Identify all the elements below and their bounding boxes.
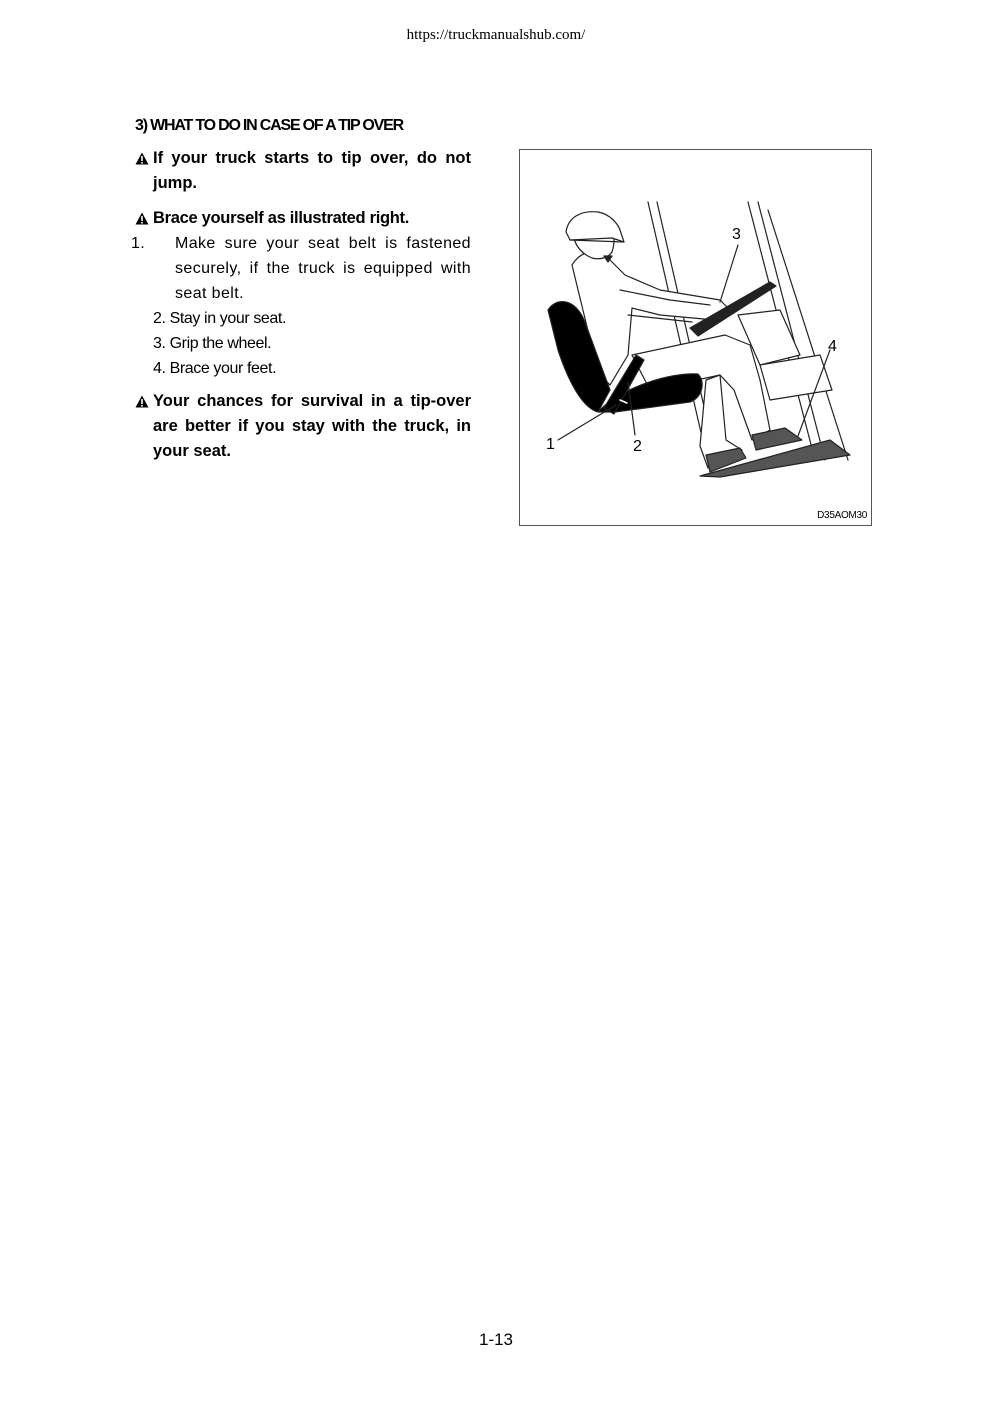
callout-leader-3: [720, 245, 738, 302]
callout-label-2: 2: [633, 438, 642, 455]
warning-icon: [135, 395, 149, 408]
callout-label-1: 1: [546, 436, 555, 453]
source-url: https://truckmanualshub.com/: [406, 27, 586, 43]
warning-icon: [135, 212, 149, 225]
warning-no-jump: [135, 146, 471, 196]
step-item: 1. Make sure your seat belt is fastened securely, if the truck is equipped with seat belt.: [131, 235, 471, 302]
step-item: 4. Brace your feet.: [153, 360, 277, 377]
page-number: 1-13: [478, 1330, 514, 1349]
warning-text: Your chances for survival in a tip-over are better if you stay with the truck, in your seat.: [153, 392, 471, 460]
step-item: 2. Stay in your seat.: [153, 310, 287, 327]
warning-text: If your truck starts to tip over, do not jump.: [153, 149, 471, 192]
warning-brace: [135, 206, 471, 231]
warning-icon: [135, 152, 149, 165]
warning-text: Brace yourself as illustrated right.: [153, 209, 410, 227]
callout-label-4: 4: [828, 338, 837, 355]
step-list: [131, 231, 471, 381]
section-title: 3) WHAT TO DO IN CASE OF A TIP OVER: [135, 117, 403, 134]
callout-leader-1: [558, 405, 616, 440]
operator-bracing-drawing: [520, 150, 873, 527]
warning-survival: [135, 389, 471, 464]
instructions-column: [131, 146, 471, 464]
callout-label-3: 3: [732, 226, 741, 243]
step-item: 3. Grip the wheel.: [153, 335, 272, 352]
tip-over-illustration: [519, 149, 872, 526]
figure-code: D35AOM30: [817, 510, 867, 521]
